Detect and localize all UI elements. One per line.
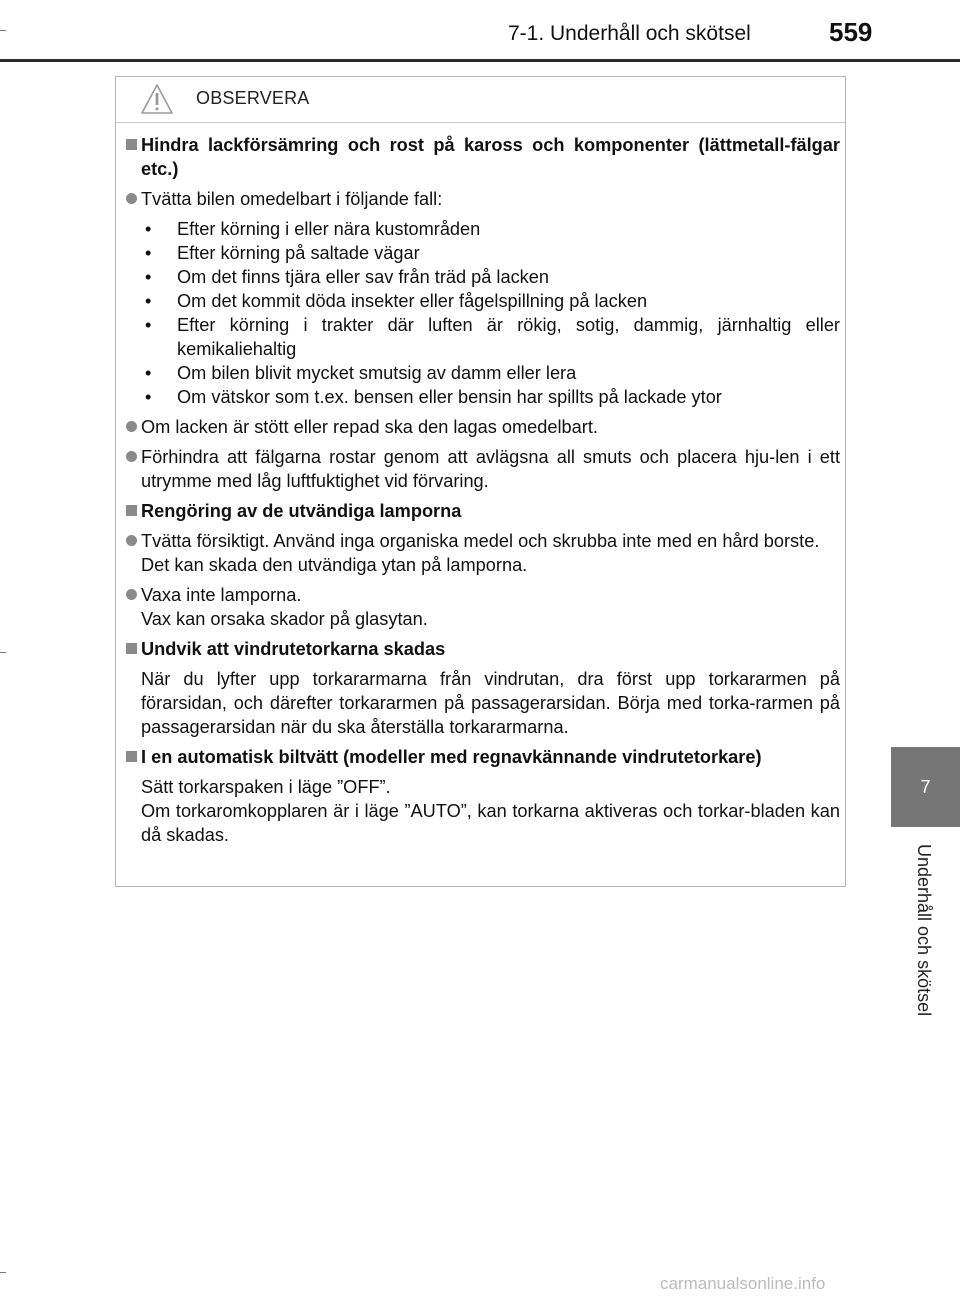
crop-mark [0, 1272, 6, 1273]
chapter-tab[interactable] [891, 747, 960, 827]
page-number: 559 [829, 17, 873, 47]
sub-list-item: • Om bilen blivit mycket smutsig av damm eller lera [145, 363, 577, 383]
header-rule [0, 59, 960, 62]
square-bullet-icon [126, 751, 137, 762]
round-bullet-icon [126, 535, 137, 546]
round-bullet-icon [126, 193, 137, 204]
section-heading: Rengöring av de utvändiga lamporna [126, 499, 840, 523]
list-item: Om lacken är stött eller repad ska den lagas omedelbart. [126, 415, 840, 439]
notice-divider [116, 122, 845, 123]
round-bullet-icon [126, 451, 137, 462]
list-item: Tvätta försiktigt. Använd inga organiska medel och skrubba inte med en hård borste. Det kan skada den utvändiga ytan på lamporna. [126, 529, 840, 577]
section-heading: Hindra lackförsämring och rost på kaross och komponenter (lättmetall-fälgar etc.) [126, 133, 840, 181]
square-bullet-icon [126, 643, 137, 654]
notice-box [115, 76, 846, 887]
section-heading: Undvik att vindrutetorkarna skadas [126, 637, 840, 661]
square-bullet-icon [126, 139, 137, 150]
sub-list-item: • Om det finns tjära eller sav från träd på lacken [145, 267, 550, 287]
list-item: Vaxa inte lamporna. Vax kan orsaka skador på glasytan. [126, 583, 840, 631]
round-bullet-icon [126, 421, 137, 432]
sub-list-item: • Om det kommit döda insekter eller fågelspillning på lacken [145, 291, 648, 311]
crop-mark [0, 30, 6, 31]
list-item: Förhindra att fälgarna rostar genom att avlägsna all smuts och placera hju-len i ett utrymme med låg luftfuktighet vid förvaring. [126, 445, 840, 493]
section-title: 7-1. Underhåll och skötsel [508, 22, 751, 45]
sub-list-item: • Efter körning i trakter där luften är rökig, sotig, dammig, järnhaltig eller kemikaliehaltig [145, 315, 840, 359]
round-bullet-icon [126, 589, 137, 600]
watermark: carmanualsonline.info [660, 1274, 826, 1293]
chapter-number: 7 [920, 776, 931, 797]
square-bullet-icon [126, 505, 137, 516]
paragraph: När du lyfter upp torkararmarna från vindrutan, dra först upp torkararmen på förarsidan, och därefter torkararmen på passagerarsidan. Börja med torka-rarmen på passagerarsidan när du ska återställa torkararmarna. [141, 669, 840, 737]
sub-list [126, 217, 840, 409]
sub-list-item: • Efter körning på saltade vägar [145, 243, 420, 263]
notice-label: OBSERVERA [196, 88, 310, 108]
crop-mark [0, 652, 6, 653]
sub-list-item: • Efter körning i eller nära kustområden [145, 219, 481, 239]
list-item: Tvätta bilen omedelbart i följande fall: [126, 187, 840, 211]
sub-list-item: • Om vätskor som t.ex. bensen eller bensin har spillts på lackade ytor [145, 387, 722, 407]
warning-triangle-icon [140, 83, 174, 115]
notice-content [126, 133, 840, 847]
section-heading: I en automatisk biltvätt (modeller med regnavkännande vindrutetorkare) [126, 745, 840, 769]
chapter-title: Underhåll och skötsel [914, 844, 934, 1017]
paragraph: Sätt torkarspaken i läge ”OFF”. Om torkaromkopplaren är i läge ”AUTO”, kan torkarna aktiveras och torkar-bladen kan då skadas. [141, 777, 840, 845]
